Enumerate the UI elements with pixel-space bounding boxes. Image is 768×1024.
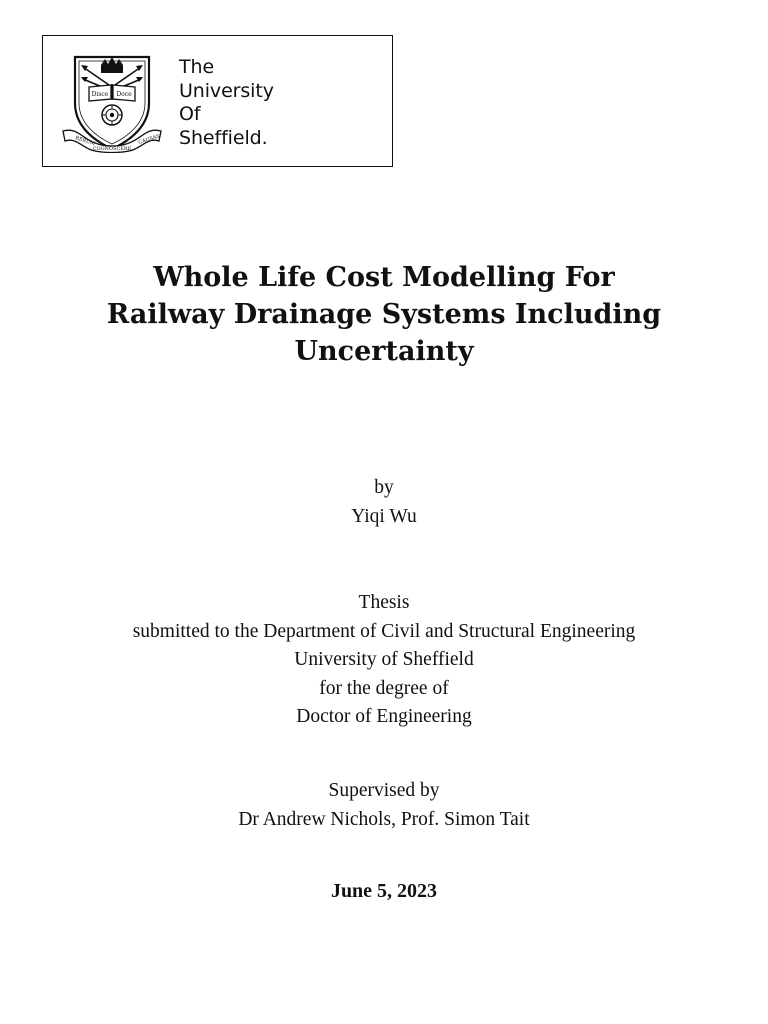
university-name-line: The: [179, 56, 215, 78]
university-logo: [42, 35, 393, 167]
author-name: Yiqi Wu: [351, 505, 417, 527]
crest-scroll-text-center: COGNOSCERE: [92, 146, 132, 152]
crest-book-right-text: Doce: [116, 91, 132, 98]
thesis-statement-line: submitted to the Department of Civil and Structural Engineering: [132, 620, 636, 642]
university-name-line: Of: [179, 103, 201, 125]
by-label: by: [374, 477, 394, 498]
thesis-statement-line: Thesis: [358, 592, 410, 613]
thesis-statement-line: for the degree of: [319, 677, 449, 699]
university-name: [179, 56, 274, 150]
submission-date: June 5, 2023: [330, 880, 438, 902]
author-block: [0, 474, 768, 531]
crest-book-left-text: Disce: [91, 91, 109, 98]
thesis-title-line: Railway Drainage Systems Including: [106, 299, 662, 330]
thesis-statement: [0, 589, 768, 732]
thesis-title: [0, 259, 768, 370]
supervision-block: [0, 777, 768, 834]
thesis-statement-line: Doctor of Engineering: [296, 706, 472, 728]
university-name-line: University: [179, 79, 274, 102]
crest-scroll-text-right: CAUSAS: [137, 133, 161, 146]
thesis-title-line: Whole Life Cost Modelling For: [153, 262, 615, 293]
university-name-line: Sheffield.: [179, 126, 268, 149]
supervised-by-label: Supervised by: [328, 780, 440, 801]
supervisor-names: Dr Andrew Nichols, Prof. Simon Tait: [238, 808, 530, 830]
crest-scroll-text-left: RERUM: [74, 135, 96, 148]
thesis-title-line: Uncertainty: [294, 336, 474, 367]
thesis-statement-line: University of Sheffield: [294, 649, 474, 671]
university-crest-icon: [61, 51, 163, 153]
